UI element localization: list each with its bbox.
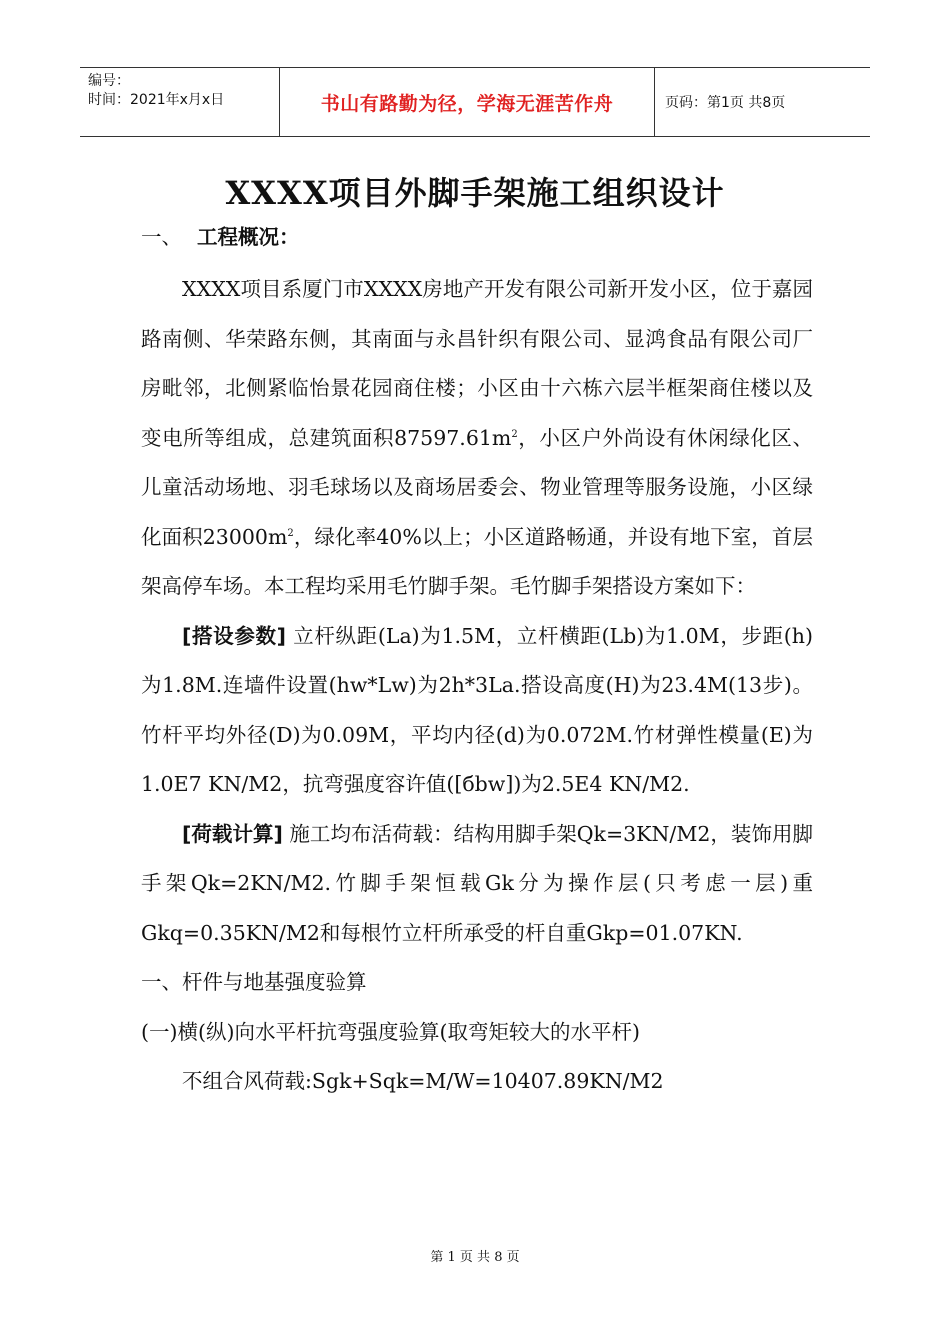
params-paragraph [141, 612, 813, 810]
section-number: 一、 [141, 225, 182, 250]
document-title: XXXX项目外脚手架施工组织设计 [225, 174, 725, 212]
sub-heading: (一)横(纵)向水平杆抗弯强度验算(取弯矩较大的水平杆) [141, 1019, 640, 1044]
overview-text-1: XXXX项目系厦门市XXXX房地产开发有限公司新开发小区，位于嘉园路南侧、华荣路东侧，其南面与永昌针织有限公司、显鸿食品有限公司厂房毗邻，北侧紧临怡景花园商住楼；小区由十六栋六层半框架商住楼以及变电所等组成，总建筑面积87597.61m [141, 277, 813, 450]
superscript-1: 2 [511, 428, 518, 440]
params-text: 立杆纵距(La)为1.5M，立杆横距(Lb)为1.0M，步距(h)为1.8M.连墙件设置(hw*Lw)为2h*3La.搭设高度(H)为23.4M(13步)。竹杆平均外径(D)为0.09M，平均内径(d)为0.072M.竹材弹性模量(E)为1.0E7 KN/M2，抗弯强度容许值([бbw])为2.5E4 KN/M2. [141, 623, 813, 796]
document-body [141, 225, 813, 1107]
check-heading: 一、杆件与地基强度验算 [141, 970, 367, 994]
header-meta [80, 68, 280, 136]
overview-text-3: ，绿化率40%以上；小区道路畅通，并设有地下室，首层架高停车场。本工程均采用毛竹脚手架。毛竹脚手架搭设方案如下： [141, 524, 813, 598]
section-title: 工程概况： [197, 225, 300, 250]
number-label: 编号： [88, 73, 130, 89]
page-footer: 第 1 页 共 8 页 [430, 1250, 520, 1265]
params-label: [搭设参数] [182, 623, 287, 648]
header-page-info: 页码：第1页 共8页 [665, 95, 786, 111]
formula-line: 不组合风荷载:Sgk+Sqk=M/W=10407.89KN/M2 [182, 1069, 664, 1093]
overview-paragraph [141, 265, 813, 612]
overview-text-2: ，小区户外尚设有休闲绿化区、儿童活动场地、羽毛球场以及商场居委会、物业管理等服务设施，小区绿化面积23000m [141, 425, 813, 549]
load-paragraph [141, 810, 813, 959]
page-header [80, 67, 870, 137]
section-heading [141, 213, 813, 263]
time-label: 时间：2021年x月x日 [88, 92, 225, 108]
header-motto: 书山有路勤为径，学海无涯苦作舟 [280, 68, 655, 136]
load-text: 施工均布活荷载：结构用脚手架Qk=3KN/M2，装饰用脚手架Qk=2KN/M2.竹脚手架恒载Gk分为操作层(只考虑一层)重Gkq=0.35KN/M2和每根竹立杆所承受的杆自重Gkp=01.07KN. [141, 821, 813, 945]
superscript-2: 2 [287, 527, 294, 539]
load-label: [荷载计算] [182, 821, 283, 846]
